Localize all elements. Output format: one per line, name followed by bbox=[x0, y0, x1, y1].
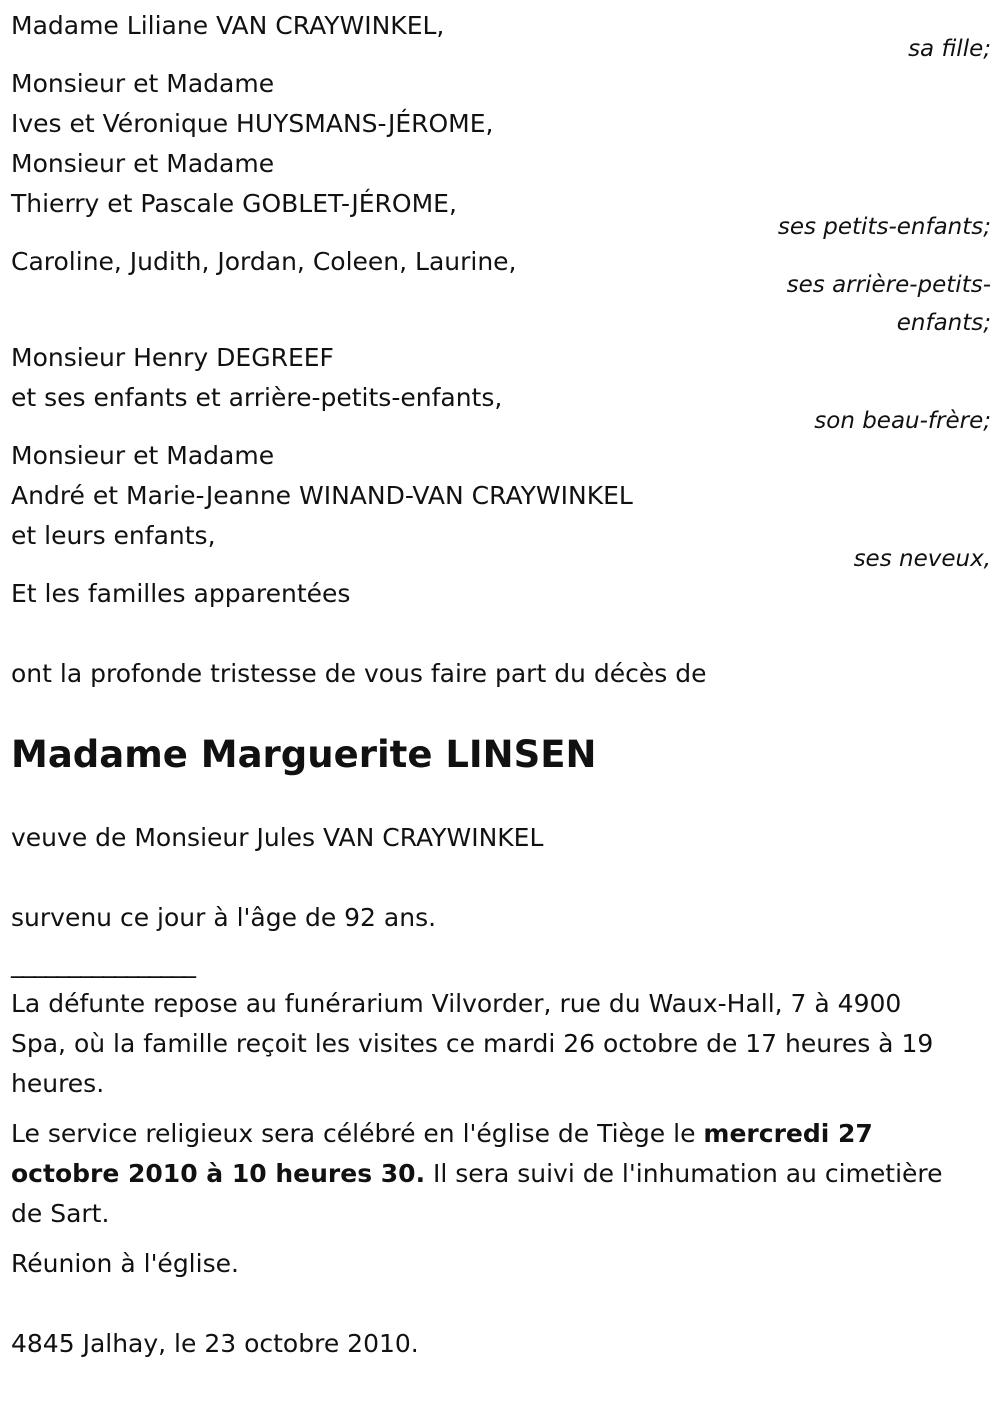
families-related: Et les familles apparentées bbox=[11, 579, 351, 608]
reunion-text: Réunion à l'église. bbox=[11, 1249, 239, 1278]
family-group-brother-in-law bbox=[11, 338, 991, 440]
family-line: Thierry et Pascale GOBLET-JÉROME, bbox=[11, 189, 457, 218]
service-time: octobre 2010 à 10 heures 30. bbox=[11, 1159, 426, 1188]
relation-label: ses arrière-petits- bbox=[786, 272, 991, 298]
relation-label: enfants; bbox=[896, 310, 991, 336]
paragraph-line: Spa, où la famille reçoit les visites ce mardi 26 octobre de 17 heures à 19 bbox=[11, 1029, 934, 1058]
family-line: et leurs enfants, bbox=[11, 521, 216, 550]
obituary-page bbox=[11, 6, 991, 1364]
family-line: Monsieur Henry DEGREEF bbox=[11, 343, 334, 372]
relation-label: son beau-frère; bbox=[814, 408, 991, 434]
family-group-great-grandchildren bbox=[11, 242, 991, 342]
paragraph-line bbox=[11, 1114, 991, 1154]
relation-label: ses neveux, bbox=[853, 546, 991, 572]
service-text: Il sera suivi de l'inhumation au cimetière bbox=[425, 1159, 943, 1188]
place-date: 4845 Jalhay, le 23 octobre 2010. bbox=[11, 1329, 419, 1358]
paragraph-line: La défunte repose au funérarium Vilvorder, rue du Waux-Hall, 7 à 4900 bbox=[11, 989, 902, 1018]
family-line: Monsieur et Madame bbox=[11, 441, 275, 470]
service-date: mercredi 27 bbox=[703, 1119, 873, 1148]
paragraph-line: heures. bbox=[11, 1069, 105, 1098]
family-line: Caroline, Judith, Jordan, Coleen, Laurine, bbox=[11, 247, 517, 276]
family-line: André et Marie-Jeanne WINAND-VAN CRAYWINKEL bbox=[11, 481, 633, 510]
announcement-text: ont la profonde tristesse de vous faire part du décès de bbox=[11, 659, 707, 688]
widow-of: veuve de Monsieur Jules VAN CRAYWINKEL bbox=[11, 823, 544, 852]
paragraph-line bbox=[11, 1154, 991, 1194]
family-group-nephews bbox=[11, 436, 991, 578]
deceased-name: Madame Marguerite LINSEN bbox=[11, 733, 597, 776]
family-line: Ives et Véronique HUYSMANS-JÉROME, bbox=[11, 109, 494, 138]
family-group-grandchildren bbox=[11, 64, 991, 246]
family-line: Madame Liliane VAN CRAYWINKEL, bbox=[11, 11, 445, 40]
family-line: et ses enfants et arrière-petits-enfants, bbox=[11, 383, 503, 412]
family-line: Monsieur et Madame bbox=[11, 69, 275, 98]
service-paragraph bbox=[11, 1114, 991, 1234]
relation-label: sa fille; bbox=[908, 36, 991, 62]
paragraph-line: de Sart. bbox=[11, 1199, 110, 1228]
passed-away-text: survenu ce jour à l'âge de 92 ans. bbox=[11, 903, 437, 932]
service-text: Le service religieux sera célébré en l'église de Tiège le bbox=[11, 1119, 704, 1148]
family-group-daughter bbox=[11, 6, 991, 68]
separator-line: ________________ bbox=[11, 949, 195, 978]
rest-paragraph bbox=[11, 984, 991, 1104]
family-line: Monsieur et Madame bbox=[11, 149, 275, 178]
relation-label: ses petits-enfants; bbox=[777, 214, 991, 240]
